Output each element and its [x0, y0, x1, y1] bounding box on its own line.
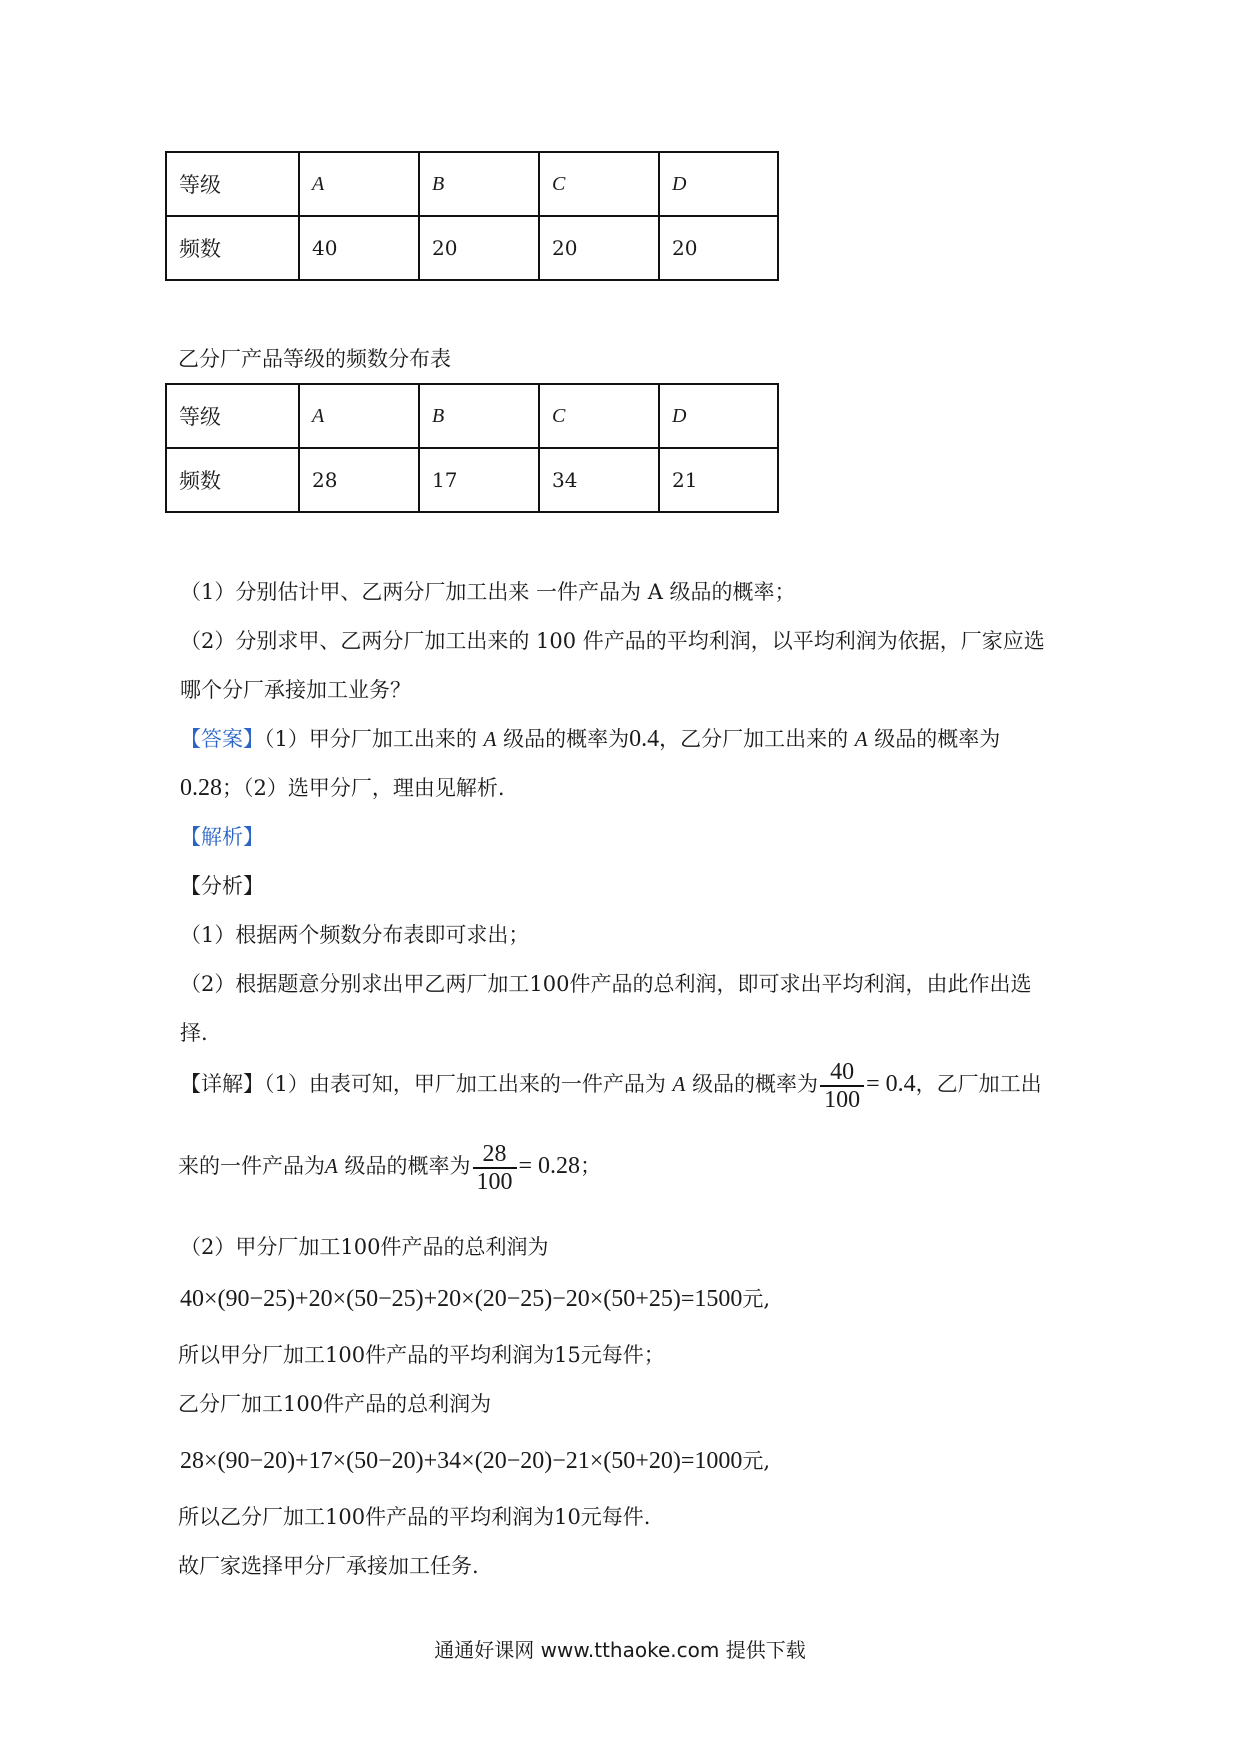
- answer-text: （1）甲分厂加工出来的: [264, 727, 477, 751]
- analysis-tag: 【解析】: [180, 825, 264, 849]
- probability-value: 0.4: [629, 726, 660, 752]
- equation-unit: 元,: [742, 1449, 771, 1473]
- answer-text: 级品的概率为: [874, 727, 1001, 751]
- equation-jia: [180, 1284, 770, 1314]
- fraction-numerator: 40: [820, 1059, 864, 1087]
- table-cell: B: [419, 152, 539, 216]
- table-cell: 等级: [166, 152, 299, 216]
- table-cell: 34: [539, 448, 659, 512]
- equation-yi: [180, 1446, 770, 1476]
- table-cell: 20: [659, 216, 778, 280]
- table-cell: 21: [659, 448, 778, 512]
- yi-total-profit-title: 乙分厂加工100件产品的总利润为: [178, 1392, 492, 1416]
- table-cell: 频数: [166, 216, 299, 280]
- detail-text: 级品的概率为: [692, 1072, 819, 1096]
- table-cell: 频数: [166, 448, 299, 512]
- probability-value: 0.28: [180, 775, 222, 801]
- variable-a: A: [672, 1072, 686, 1096]
- question-1: （1）分别估计甲、乙两分厂加工出来 一件产品为 A 级品的概率；: [180, 580, 796, 604]
- fraction-value: = 0.28: [518, 1153, 581, 1179]
- fraction: [473, 1141, 517, 1195]
- answer-text: 级品的概率为: [503, 727, 630, 751]
- variable-a: A: [325, 1154, 338, 1178]
- table-cell: 20: [539, 216, 659, 280]
- table-cell: D: [659, 384, 778, 448]
- detail-text: 来的一件产品为: [178, 1154, 325, 1178]
- table-cell: A: [299, 384, 419, 448]
- equation-text: 40×(90−25)+20×(50−25)+20×(20−25)−20×(50+25)=1500: [180, 1286, 743, 1312]
- answer-line-1: [180, 724, 1000, 754]
- table-cell: C: [539, 384, 659, 448]
- table-row: [166, 448, 778, 512]
- table-row: [166, 216, 778, 280]
- fraction: [820, 1059, 864, 1113]
- detail-text: 级品的概率为: [344, 1154, 471, 1178]
- table-cell: A: [299, 152, 419, 216]
- analysis-2-line-2: 择.: [180, 1021, 208, 1045]
- answer-text: ，乙分厂加工出来的: [659, 727, 849, 751]
- fraction-value: = 0.4: [866, 1071, 916, 1097]
- variable-a: A: [854, 727, 868, 751]
- detail-part-2-title: （2）甲分厂加工100件产品的总利润为: [180, 1235, 549, 1259]
- detail-text: ；: [580, 1154, 602, 1178]
- yi-frequency-table: [165, 383, 779, 513]
- equation-text: 28×(90−20)+17×(50−20)+34×(20−20)−21×(50+20)=1000: [180, 1448, 743, 1474]
- question-2-line-1: （2）分别求甲、乙两分厂加工出来的 100 件产品的平均利润，以平均利润为依据，厂家应选: [180, 629, 1045, 653]
- detail-line-2: [178, 1136, 601, 1196]
- answer-text: ；（2）选甲分厂，理由见解析.: [222, 776, 505, 800]
- fraction-denominator: 100: [476, 1168, 513, 1195]
- fenxi-tag: 【分析】: [180, 874, 264, 898]
- footer-watermark: 通通好课网 www.tthaoke.com 提供下载: [434, 1638, 806, 1662]
- analysis-1: （1）根据两个频数分布表即可求出；: [180, 923, 530, 947]
- table-cell: 28: [299, 448, 419, 512]
- detail-tag: 【详解】: [180, 1072, 264, 1096]
- table-cell: C: [539, 152, 659, 216]
- jia-frequency-table: [165, 151, 779, 281]
- conclusion: 故厂家选择甲分厂承接加工任务.: [178, 1554, 479, 1578]
- detail-line-1: [180, 1054, 1042, 1114]
- average-profit-jia: 所以甲分厂加工100件产品的平均利润为15元每件；: [178, 1343, 665, 1367]
- answer-tag: 【答案】: [180, 727, 264, 751]
- detail-text: （1）由表可知，甲厂加工出来的一件产品为: [264, 1072, 666, 1096]
- table-caption: 乙分厂产品等级的频数分布表: [178, 347, 451, 371]
- fraction-denominator: 100: [824, 1086, 861, 1113]
- table-cell: 40: [299, 216, 419, 280]
- table-cell: 17: [419, 448, 539, 512]
- question-2-line-2: 哪个分厂承接加工业务？: [180, 678, 411, 702]
- equation-unit: 元,: [742, 1287, 771, 1311]
- detail-text: ，乙厂加工出: [915, 1072, 1042, 1096]
- table-row: [166, 152, 778, 216]
- average-profit-yi: 所以乙分厂加工100件产品的平均利润为10元每件.: [178, 1505, 651, 1529]
- table-cell: 等级: [166, 384, 299, 448]
- table-cell: 20: [419, 216, 539, 280]
- fraction-numerator: 28: [473, 1141, 517, 1169]
- analysis-2-line-1: （2）根据题意分别求出甲乙两厂加工100件产品的总利润，即可求出平均利润，由此作出选: [180, 972, 1032, 996]
- variable-a: A: [483, 727, 497, 751]
- answer-line-2: [180, 773, 505, 803]
- table-row: [166, 384, 778, 448]
- table-cell: D: [659, 152, 778, 216]
- table-cell: B: [419, 384, 539, 448]
